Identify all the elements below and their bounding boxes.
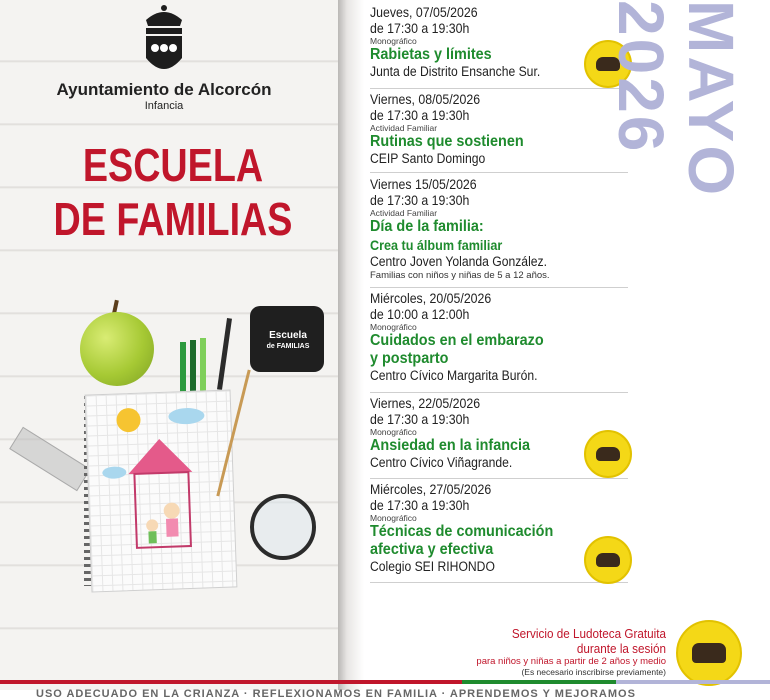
event-note: Familias con niños y niñas de 5 a 12 años.	[370, 270, 550, 281]
ludoteca-badge-icon	[584, 536, 632, 584]
event-title: Ansiedad en la infancia	[370, 437, 531, 454]
event-date: Viernes 15/05/2026	[370, 176, 477, 192]
event-title: Rutinas que sostienen	[370, 133, 524, 150]
event-title-line2: Crea tu álbum familiar	[370, 237, 503, 253]
magnifier-icon	[250, 494, 316, 560]
notebook-illustration	[85, 390, 238, 593]
event-item	[370, 290, 630, 384]
pencil-light-green	[200, 338, 206, 392]
pencil-green	[180, 342, 186, 396]
event-date: Miércoles, 27/05/2026	[370, 481, 492, 497]
divider	[370, 478, 628, 479]
event-place: Centro Cívico Viñagrande.	[370, 455, 513, 470]
department-name: Infancia	[144, 100, 184, 112]
event-date: Miércoles, 20/05/2026	[370, 290, 492, 306]
ludoteca-line1: Servicio de Ludoteca Gratuita	[511, 626, 666, 641]
month-heading: MAYO 2026	[605, 0, 747, 199]
event-title: Rabietas y límites	[370, 46, 492, 63]
event-type: Monográfico	[370, 513, 417, 523]
house-drawing-icon	[86, 391, 237, 592]
ludoteca-badge-icon	[584, 430, 632, 478]
event-time: de 10:00 a 12:00h	[370, 306, 470, 322]
event-type: Actividad Familiar	[370, 123, 438, 133]
event-place: Junta de Distrito Ensanche Sur.	[370, 64, 541, 79]
apple-illustration	[80, 312, 154, 386]
event-date: Jueves, 07/05/2026	[370, 4, 478, 20]
divider	[370, 392, 628, 393]
ludoteca-info	[430, 626, 666, 677]
divider	[370, 88, 628, 89]
event-place: Colegio SEI RIHONDO	[370, 559, 495, 574]
sign-line2: de FAMILIAS	[266, 343, 310, 350]
event-time: de 17:30 a 19:30h	[370, 20, 470, 36]
event-time: de 17:30 a 19:30h	[370, 497, 470, 513]
page-title-line2: DE FAMILIAS	[53, 193, 293, 245]
event-place: Centro Cívico Margarita Burón.	[370, 368, 538, 383]
ludoteca-line4: (Es necesario inscribirse previamente)	[521, 667, 666, 677]
event-place: CEIP Santo Domingo	[370, 151, 486, 166]
divider	[370, 287, 628, 288]
event-time: de 17:30 a 19:30h	[370, 107, 470, 123]
event-item	[370, 91, 630, 167]
bottom-stripe	[0, 680, 770, 684]
page-spine	[338, 0, 364, 690]
ludoteca-line2: durante la sesión	[576, 641, 666, 656]
event-time: de 17:30 a 19:30h	[370, 411, 470, 427]
page-title-line1: ESCUELA	[82, 139, 264, 191]
event-type: Monográfico	[370, 36, 417, 46]
pencil-dark-green	[190, 340, 196, 394]
organization-name: Ayuntamiento de Alcorcón	[56, 80, 272, 99]
divider	[370, 172, 628, 173]
sign-text	[264, 330, 312, 352]
ludoteca-service-logo-icon	[676, 620, 742, 686]
event-date: Viernes, 08/05/2026	[370, 91, 481, 107]
event-date: Viernes, 22/05/2026	[370, 395, 481, 411]
event-item	[370, 176, 630, 281]
event-title: Técnicas de comunicación	[370, 523, 554, 540]
ludoteca-line3: para niños y niñas a partir de 2 años y medio	[476, 656, 666, 667]
event-title: Día de la familia:	[370, 218, 484, 235]
footer-text: USO ADECUADO EN LA CRIANZA · REFLEXIONAMOS EN FAMILIA · APRENDEMOS Y MEJORAMOS	[36, 688, 636, 700]
event-time: de 17:30 a 19:30h	[370, 192, 470, 208]
event-title-line2: afectiva y efectiva	[370, 541, 494, 558]
event-place: Centro Joven Yolanda González.	[370, 254, 547, 269]
event-type: Monográfico	[370, 427, 417, 437]
coat-of-arms-icon	[140, 2, 188, 82]
divider	[370, 582, 628, 583]
event-type: Actividad Familiar	[370, 208, 438, 218]
sign-line1: Escuela	[269, 330, 307, 341]
event-title: Cuidados en el embarazo	[370, 332, 544, 349]
event-title-line2: y postparto	[370, 350, 449, 367]
event-type: Monográfico	[370, 322, 417, 332]
